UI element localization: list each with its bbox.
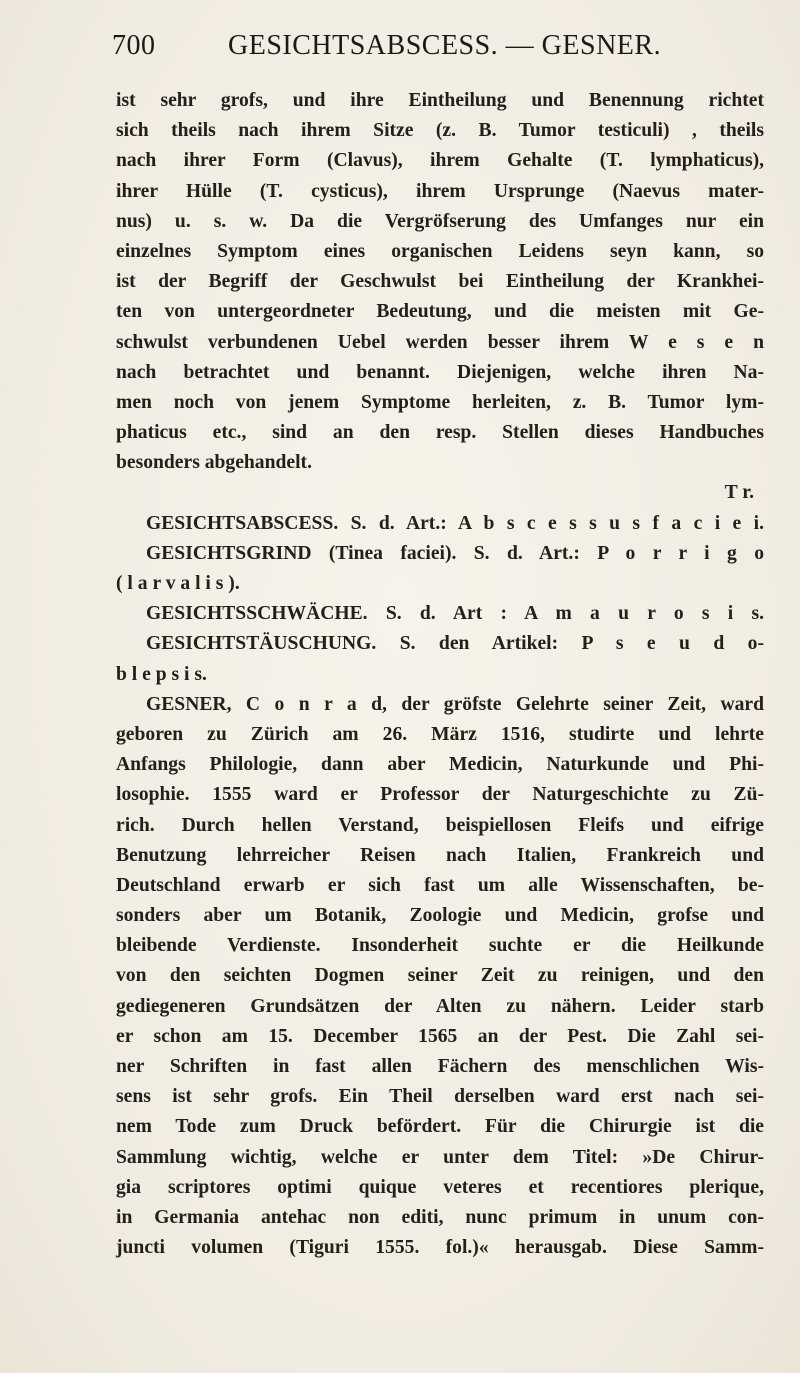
entry-gesichtsabscess: GESICHTSABSCESS. S. d. Art.: A b s c e s s u s f a c i e i. — [146, 512, 764, 534]
author-signature: T r. — [724, 482, 754, 504]
entry-gesichtsschwaeche: GESICHTSSCHWÄCHE. S. d. Art : A m a u r o s i s. — [146, 603, 764, 625]
entry-gesichtsgrind: GESICHTSGRIND (Tinea faciei). S. d. Art.: P o r r i g o — [146, 542, 764, 564]
running-head — [112, 30, 762, 70]
text-line: Benutzung lehrreicher Reisen nach Italien, Frankreich und — [116, 844, 764, 866]
text-line: sens ist sehr grofs. Ein Theil derselben ward erst nach sei- — [116, 1086, 764, 1108]
text-line: besonders abgehandelt. — [116, 452, 312, 474]
text-line: gia scriptores optimi quique veteres et recentiores plerique, — [116, 1176, 764, 1198]
text-line: ner Schriften in fast allen Fächern des menschlichen Wis- — [116, 1056, 764, 1077]
text-line: er schon am 15. December 1565 an der Pest. Die Zahl sei- — [116, 1025, 764, 1047]
running-title: GESICHTSABSCESS. — GESNER. — [228, 30, 662, 61]
text-line: ten von untergeordneter Bedeutung, und die meisten mit Ge- — [116, 301, 764, 323]
text-line: geboren zu Zürich am 26. März 1516, studirte und lehrte — [116, 723, 764, 745]
text-line: ihrer Hülle (T. cysticus), ihrem Ursprunge (Naevus mater- — [116, 180, 764, 202]
text-line: nus) u. s. w. Da die Vergröfserung des Umfanges nur ein — [116, 210, 764, 232]
page-number: 700 — [112, 30, 156, 61]
text-line: bleibende Verdienste. Insonderheit suchte er die Heilkunde — [116, 935, 764, 957]
text-line: juncti volumen (Tiguri 1555. fol.)« herausgab. Diese Samm- — [116, 1237, 764, 1259]
text-line: in Germania antehac non editi, nunc primum in unum con- — [116, 1206, 764, 1228]
text-line: gediegeneren Grundsätzen der Alten zu nähern. Leider starb — [116, 995, 764, 1017]
text-line: einzelnes Symptom eines organischen Leidens seyn kann, so — [116, 240, 764, 262]
text-line: b l e p s i s. — [116, 663, 207, 685]
entry-gesner: GESNER, C o n r a d, der gröfste Gelehrte seiner Zeit, ward — [146, 693, 764, 715]
text-line: nem Tode zum Druck befördert. Für die Chirurgie ist die — [116, 1116, 764, 1138]
text-line: sonders aber um Botanik, Zoologie und Medicin, grofse und — [116, 905, 764, 927]
text-line: Sammlung wichtig, welche er unter dem Titel: »De Chirur- — [116, 1146, 764, 1168]
text-line: schwulst verbundenen Uebel werden besser ihrem W e s e n — [116, 331, 764, 353]
text-line: von den seichten Dogmen seiner Zeit zu reinigen, und den — [116, 965, 764, 987]
text-line: Deutschland erwarb er sich fast um alle Wissenschaften, be- — [116, 874, 764, 896]
text-line: Anfangs Philologie, dann aber Medicin, Naturkunde und Phi- — [116, 754, 764, 776]
text-line: losophie. 1555 ward er Professor der Naturgeschichte zu Zü- — [116, 784, 764, 806]
text-line: phaticus etc., sind an den resp. Stellen dieses Handbuches — [116, 422, 764, 444]
text-line: sich theils nach ihrem Sitze (z. B. Tumor testiculi) , theils — [116, 120, 764, 142]
text-line: nach ihrer Form (Clavus), ihrem Gehalte (T. lymphaticus), — [116, 150, 764, 172]
entry-gesichtstaeuschung: GESICHTSTÄUSCHUNG. S. den Artikel: P s e u d o- — [146, 633, 764, 655]
body-text — [116, 86, 764, 1263]
text-line: men noch von jenem Symptome herleiten, z. B. Tumor lym- — [116, 391, 764, 413]
text-line: ( l a r v a l i s ). — [116, 573, 240, 594]
text-line: ist der Begriff der Geschwulst bei Eintheilung der Krankhei- — [116, 271, 764, 293]
text-line: nach betrachtet und benannt. Diejenigen, welche ihren Na- — [116, 361, 764, 383]
text-line: ist sehr grofs, und ihre Eintheilung und Benennung richtet — [116, 90, 764, 111]
text-line: rich. Durch hellen Verstand, beispiellosen Fleifs und eifrige — [116, 814, 764, 836]
